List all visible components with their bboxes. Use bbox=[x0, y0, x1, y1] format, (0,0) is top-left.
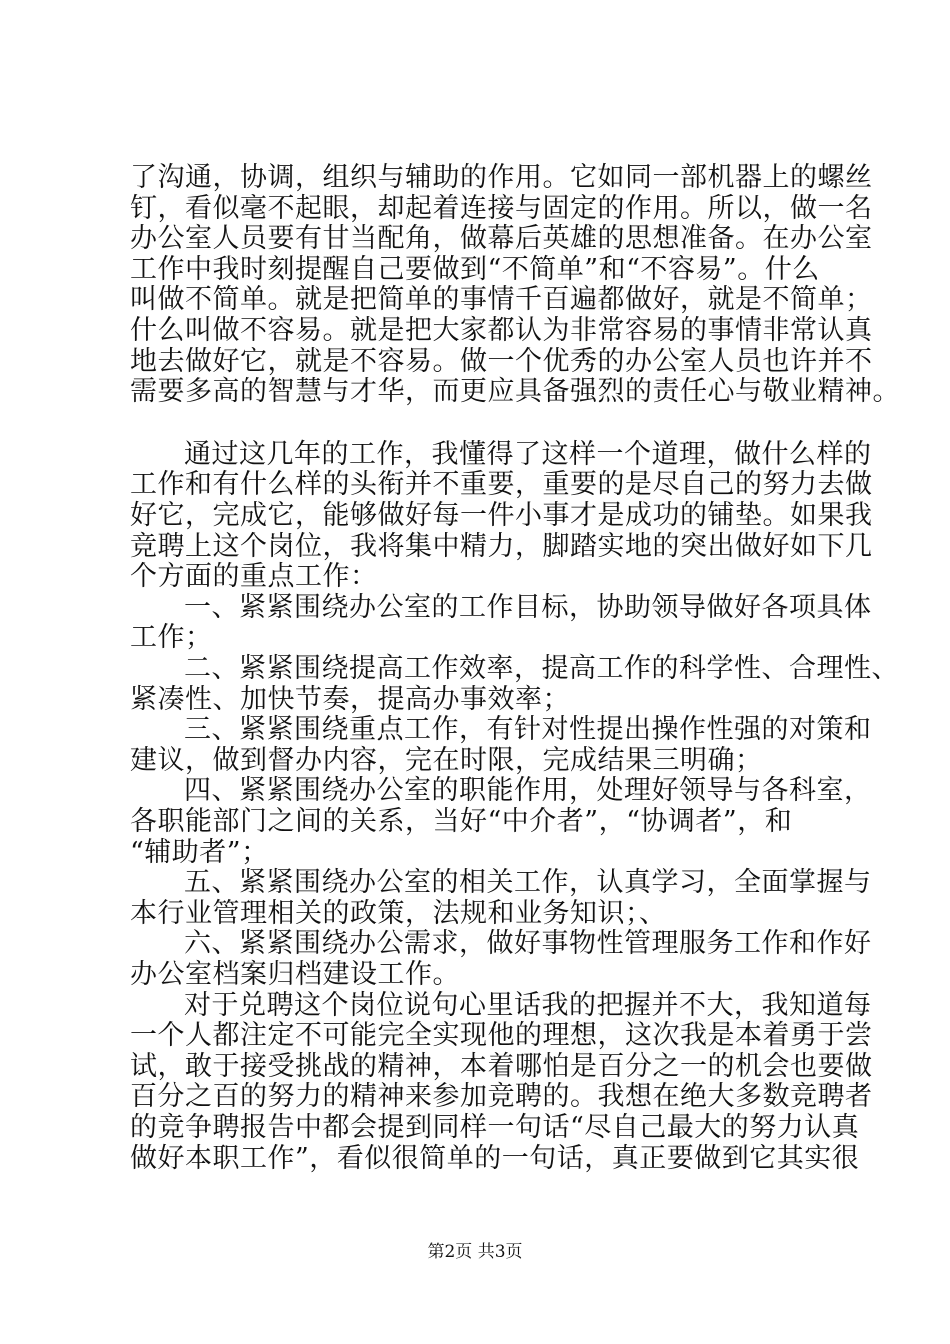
list-item-line: 各职能部门之间的关系，当好“中介者”，“协调者”，和 bbox=[130, 806, 793, 837]
paragraph-line: 好它，完成它，能够做好每一件小事才是成功的铺垫。如果我 bbox=[130, 500, 873, 531]
list-item-line: 本行业管理相关的政策，法规和业务知识；、 bbox=[130, 898, 667, 929]
paragraph-line: 竞聘上这个岗位，我将集中精力，脚踏实地的突出做好如下几 bbox=[130, 531, 873, 562]
list-item-line: 一、紧紧围绕办公室的工作目标，协助领导做好各项具体 bbox=[184, 592, 872, 623]
list-item-line: 紧凑性、加快节奏，提高办事效率； bbox=[130, 684, 570, 715]
paragraph-line: 个方面的重点工作： bbox=[130, 561, 378, 592]
paragraph-line: 百分之百的努力的精神来参加竞聘的。我想在绝大多数竞聘者 bbox=[130, 1081, 873, 1112]
paragraph-line: 做好本职工作”，看似很简单的一句话，真正要做到它其实很 bbox=[130, 1143, 860, 1174]
paragraph-line: 地去做好它，就是不容易。做一个优秀的办公室人员也许并不 bbox=[130, 346, 873, 377]
paragraph-line: 工作和有什么样的头衔并不重要，重要的是尽自己的努力去做 bbox=[130, 469, 873, 500]
paragraph-line: 工作中我时刻提醒自己要做到“不简单”和“不容易”。什么 bbox=[130, 254, 820, 285]
list-item-line: 工作； bbox=[130, 622, 213, 653]
list-item-line: 办公室档案归档建设工作。 bbox=[130, 959, 460, 990]
paragraph-line: 对于兑聘这个岗位说句心里话我的把握并不大，我知道每 bbox=[184, 990, 872, 1021]
paragraph-line: 办公室人员要有甘当配角，做幕后英雄的思想准备。在办公室 bbox=[130, 223, 873, 254]
paragraph-line: 需要多高的智慧与才华，而更应具备强烈的责任心与敬业精神。 bbox=[130, 376, 900, 407]
list-item-line: 二、紧紧围绕提高工作效率，提高工作的科学性、合理性、 bbox=[184, 653, 899, 684]
list-item-line: 建议，做到督办内容，完在时限，完成结果三明确； bbox=[130, 745, 763, 776]
paragraph-line: 什么叫做不容易。就是把大家都认为非常容易的事情非常认真 bbox=[130, 315, 873, 346]
list-item-line: 四、紧紧围绕办公室的职能作用，处理好领导与各科室， bbox=[184, 775, 872, 806]
list-item-line: 六、紧紧围绕办公需求，做好事物性管理服务工作和作好 bbox=[184, 928, 872, 959]
paragraph-line: 通过这几年的工作，我懂得了这样一个道理，做什么样的 bbox=[184, 439, 872, 470]
paragraph-line: 钉，看似毫不起眼，却起着连接与固定的作用。所以，做一名 bbox=[130, 193, 873, 224]
paragraph-line: 了沟通，协调，组织与辅助的作用。它如同一部机器上的螺丝 bbox=[130, 162, 873, 193]
paragraph-line: 一个人都注定不可能完全实现他的理想，这次我是本着勇于尝 bbox=[130, 1020, 873, 1051]
paragraph-line: 的竞争聘报告中都会提到同样一句话“尽自己最大的努力认真 bbox=[130, 1112, 860, 1143]
list-item-line: 五、紧紧围绕办公室的相关工作，认真学习，全面掌握与 bbox=[184, 867, 872, 898]
list-item-line: 三、紧紧围绕重点工作，有针对性提出操作性强的对策和 bbox=[184, 714, 872, 745]
paragraph-line: 试，敢于接受挑战的精神，本着哪怕是百分之一的机会也要做 bbox=[130, 1051, 873, 1082]
paragraph-line: 叫做不简单。就是把简单的事情千百遍都做好，就是不简单； bbox=[130, 284, 873, 315]
list-item-line: “辅助者”； bbox=[130, 837, 269, 868]
page-footer: 第2页 共3页 bbox=[427, 1242, 523, 1262]
